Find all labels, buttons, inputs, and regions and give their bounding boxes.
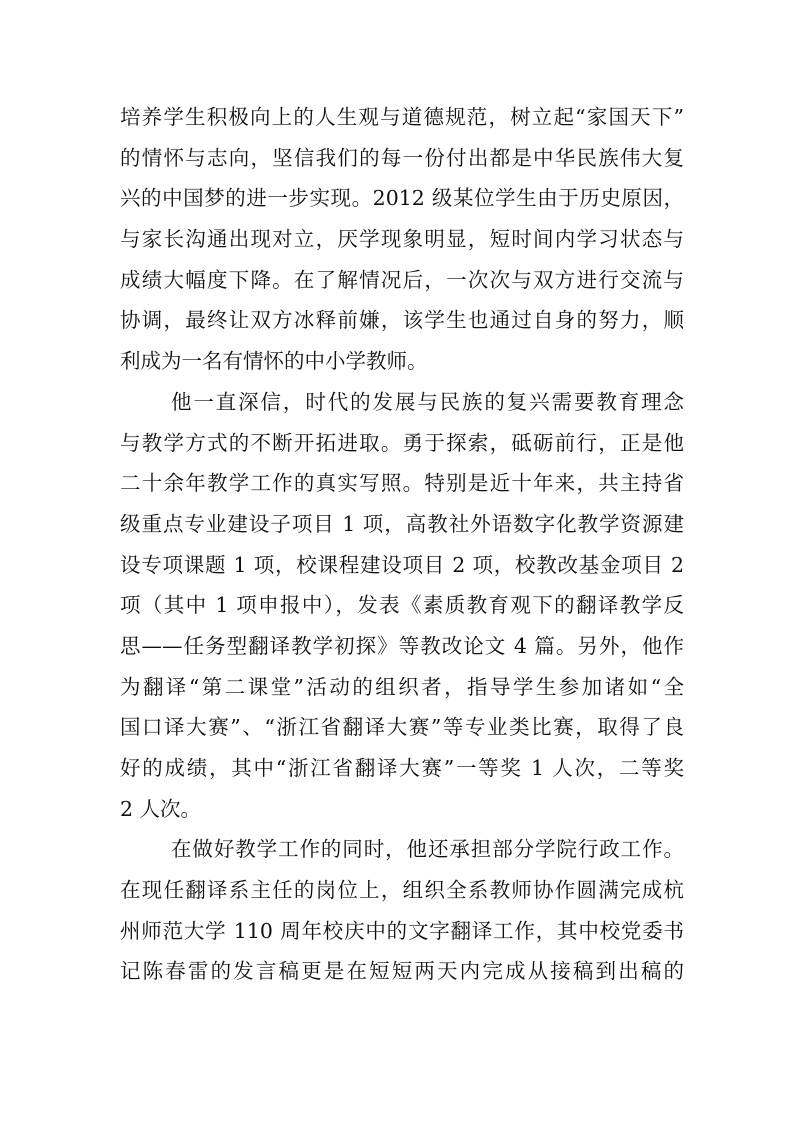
- text-line-1: 培养学生积极向上的人生观与道德规范，树立起“家国天下”: [120, 105, 684, 129]
- text-line-18: 2 人次。: [120, 796, 202, 821]
- text-line-14: 思——任务型翻译教学初探》等教改论文 4 篇。另外，他作: [120, 633, 684, 658]
- text-line-17: 好的成绩，其中“浙江省翻译大赛”一等奖 1 人次，二等奖: [120, 756, 684, 780]
- body-text: [120, 97, 684, 992]
- text-line-19: 在做好教学工作的同时，他还承担部分学院行政工作。: [171, 837, 684, 862]
- text-line-11: 级重点专业建设子项目 1 项，高教社外语数字化教学资源建: [120, 511, 684, 536]
- text-line-6: 协调，最终让双方冰释前嫌，该学生也通过自身的努力，顺: [120, 308, 684, 333]
- text-line-5: 成绩大幅度下降。在了解情况后，一次次与双方进行交流与: [120, 267, 684, 292]
- text-line-3: 兴的中国梦的进一步实现。2012 级某位学生由于历史原因，: [120, 186, 684, 211]
- text-line-21: 州师范大学 110 周年校庆中的文字翻译工作，其中校党委书: [120, 918, 684, 943]
- text-line-12: 设专项课题 1 项，校课程建设项目 2 项，校教改基金项目 2: [120, 552, 684, 577]
- text-line-10: 二十余年教学工作的真实写照。特别是近十年来，共主持省: [120, 471, 684, 496]
- text-line-16: 国口译大赛”、“浙江省翻译大赛”等专业类比赛，取得了良: [120, 715, 684, 740]
- text-line-2: 的情怀与志向，坚信我们的每一份付出都是中华民族伟大复: [120, 145, 684, 170]
- text-line-20: 在现任翻译系主任的岗位上，组织全系教师协作圆满完成杭: [120, 878, 684, 903]
- text-line-4: 与家长沟通出现对立，厌学现象明显，短时间内学习状态与: [120, 227, 684, 252]
- text-line-9: 与教学方式的不断开拓进取。勇于探索，砥砺前行，正是他: [120, 430, 684, 455]
- text-line-15: 为翻译“第二课堂”活动的组织者，指导学生参加诸如“全: [120, 674, 684, 699]
- text-line-13: 项（其中 1 项申报中），发表《素质教育观下的翻译教学反: [120, 593, 684, 618]
- text-line-22: 记陈春雷的发言稿更是在短短两天内完成从接稿到出稿的: [120, 959, 684, 984]
- text-line-8: 他一直深信，时代的发展与民族的复兴需要教育理念: [171, 389, 684, 414]
- text-line-7: 利成为一名有情怀的中小学教师。: [120, 349, 428, 374]
